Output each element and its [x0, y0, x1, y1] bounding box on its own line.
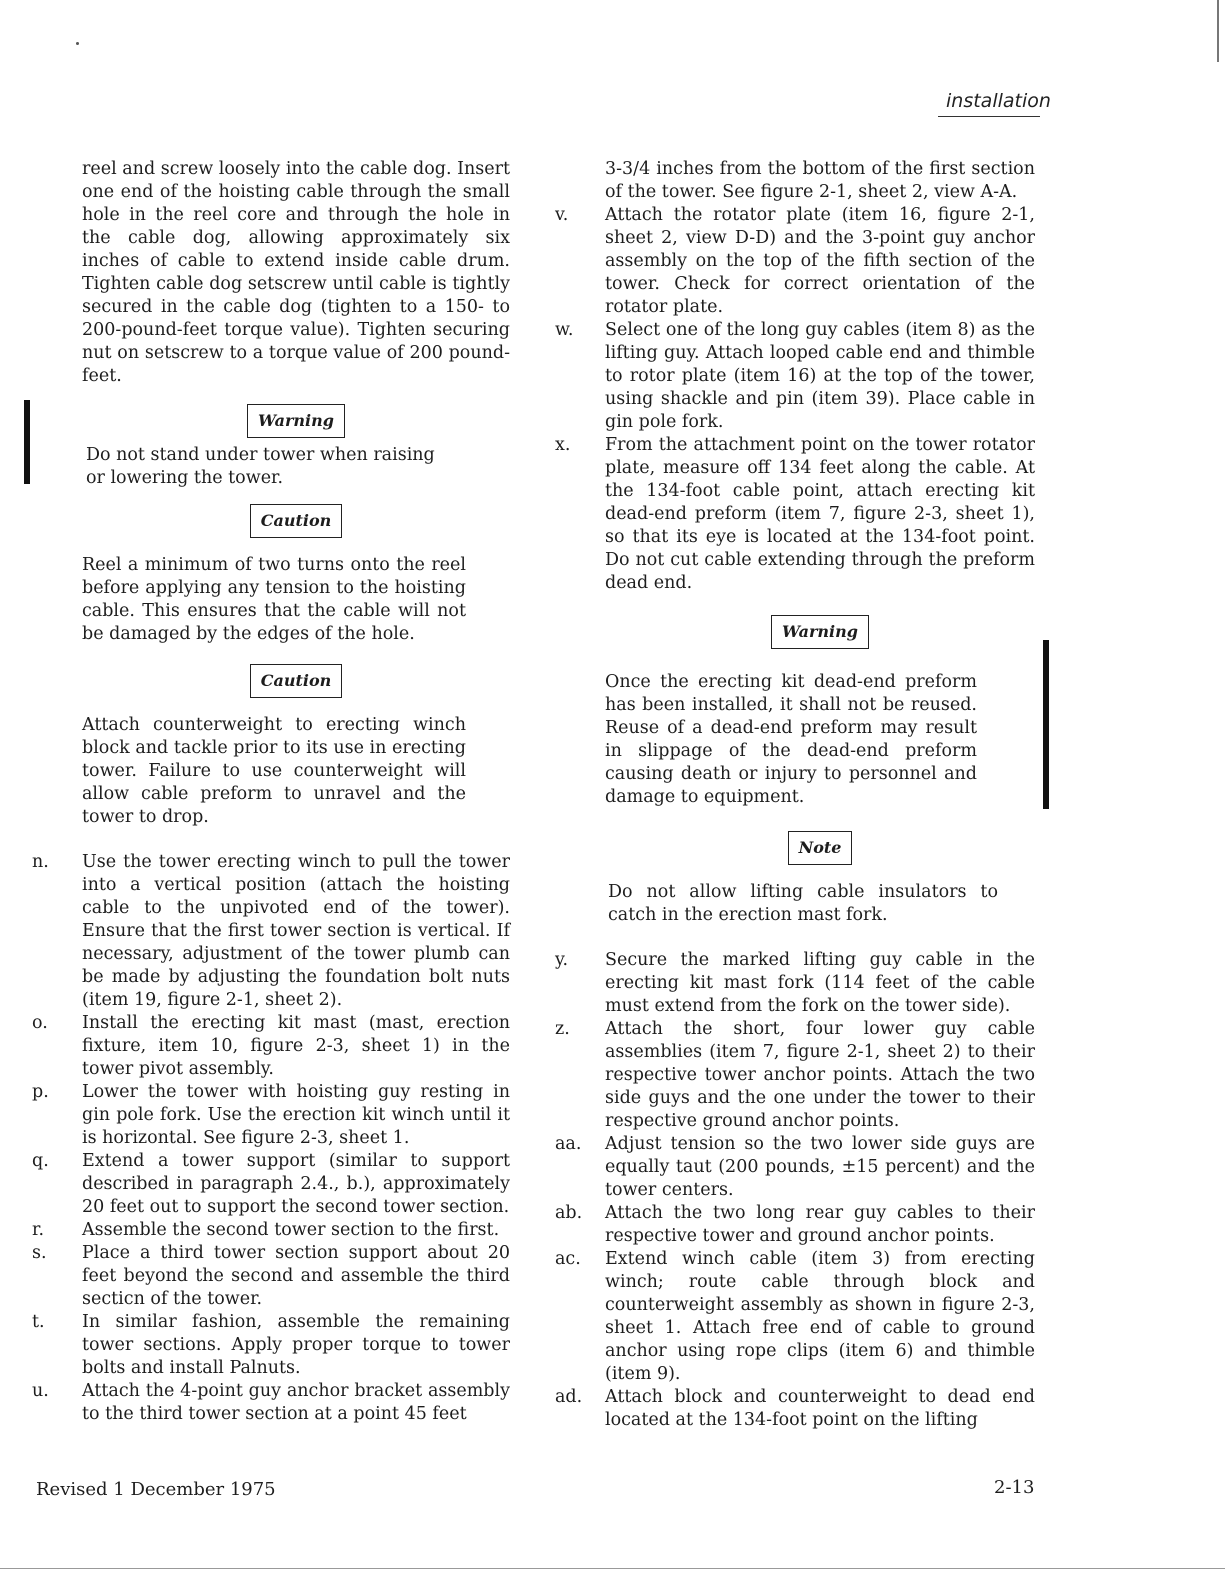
- step-label: w.: [555, 320, 574, 340]
- warning-text: Do not stand under tower when raising or lowering the tower.: [86, 445, 435, 488]
- warning-notice: [82, 404, 510, 438]
- revision-date: Revised 1 December 1975: [36, 1479, 276, 1500]
- step-label: p.: [32, 1082, 49, 1102]
- step-label: ad.: [555, 1387, 583, 1407]
- step-text: In similar fashion, assemble the remaining tower sections. Apply proper torque to tower bolts and install Palnuts.: [82, 1312, 510, 1378]
- continuation-paragraph: 3-3/4 inches from the bottom of the first section of the tower. See figure 2-1, sheet 2, view A-A.: [605, 159, 1035, 202]
- revision-bar-right: [1043, 640, 1049, 809]
- step-label: aa.: [555, 1134, 582, 1154]
- right-column: [555, 158, 1035, 1432]
- step-text: Attach the two long rear guy cables to their respective tower and ground anchor points.: [605, 1203, 1035, 1246]
- step-text: Attach the rotator plate (item 16, figure 2-1, sheet 2, view D-D) and the 3-point guy anchor assembly on the top of the fifth section of the tower. Check for correct orientation of the rotator plate.: [605, 205, 1035, 317]
- step-label: r.: [32, 1220, 45, 1240]
- step-x: [555, 434, 1035, 595]
- step-r: [32, 1219, 510, 1242]
- step-label: x.: [555, 435, 571, 455]
- step-text: Assemble the second tower section to the first.: [82, 1220, 500, 1240]
- step-u: [32, 1380, 510, 1426]
- step-label: s.: [32, 1243, 47, 1263]
- step-text: Attach the short, four lower guy cable assemblies (item 7, figure 2-1, sheet 2) to their respective tower anchor points. Attach the two side guys and the one under the tower to their respective ground anchor points.: [605, 1019, 1035, 1131]
- step-text: Use the tower erecting winch to pull the tower into a vertical position (attach the hoisting cable to the unpivoted end of the tower). Ensure that the first tower section is vertical. If necessary, adjustment of the tower plumb can be made by adjusting the foundation bolt nuts (item 19, figure 2-1, sheet 2).: [82, 852, 510, 1010]
- left-column: [32, 158, 510, 1426]
- steps-list-right-b: [555, 949, 1035, 1432]
- step-text: Extend a tower support (similar to support described in paragraph 2.4., b.), approximately 20 feet out to support the second tower section.: [82, 1151, 510, 1217]
- step-label: y.: [555, 950, 569, 970]
- warning-notice-right: [605, 615, 1035, 649]
- warning-label-right: Warning: [771, 615, 869, 649]
- page-bottom-edge: [0, 1568, 1225, 1569]
- step-text: Place a third tower section support about 20 feet beyond the second and assemble the third secticn of the tower.: [82, 1243, 510, 1309]
- step-text: Select one of the long guy cables (item 8) as the lifting guy. Attach looped cable end and thimble to rotor plate (item 16) at the top of the tower, using shackle and pin (item 39). Place cable in gin pole fork.: [605, 320, 1035, 432]
- step-aa: [555, 1133, 1035, 1202]
- step-z: [555, 1018, 1035, 1133]
- step-label: v.: [555, 205, 569, 225]
- note-label: Note: [788, 831, 853, 865]
- page-number: 2-13: [994, 1477, 1035, 1498]
- steps-list-left: [32, 851, 510, 1426]
- step-text: From the attachment point on the tower rotator plate, measure off 134 feet along the cable. At the 134-foot cable point, attach erecting kit dead-end preform (item 7, figure 2-3, sheet 1), so that its eye is located at the 134-foot point. Do not cut cable extending through the preform dead end.: [605, 435, 1035, 593]
- step-label: u.: [32, 1381, 49, 1401]
- step-text: Secure the marked lifting guy cable in the erecting kit mast fork (114 feet of the cable must extend from the fork on the tower side).: [605, 950, 1035, 1016]
- step-label: o.: [32, 1013, 48, 1033]
- section-header: installation: [946, 90, 1051, 112]
- note-text: Do not allow lifting cable insulators to catch in the erection mast fork.: [608, 882, 998, 925]
- note-notice: [605, 831, 1035, 865]
- step-text: Extend winch cable (item 3) from erecting winch; route cable through block and counterweight assembly as shown in figure 2-3, sheet 1. Attach free end of cable to ground anchor using rope clips (item 6) and thimble (item 9).: [605, 1249, 1035, 1384]
- step-label: z.: [555, 1019, 570, 1039]
- caution-text-2: Attach counterweight to erecting winch block and tackle prior to its use in erecting tower. Failure to use counterweight will allow cable preform to unravel and the tower to drop.: [82, 715, 466, 827]
- caution-label-2: Caution: [250, 664, 343, 698]
- step-ac: [555, 1248, 1035, 1386]
- header-underline: [938, 116, 1040, 117]
- step-text: Adjust tension so the two lower side guys are equally taut (200 pounds, ±15 percent) and the tower centers.: [605, 1134, 1035, 1200]
- step-ab: [555, 1202, 1035, 1248]
- step-text: Install the erecting kit mast (mast, erection fixture, item 10, figure 2-3, sheet 1) in the tower pivot assembly.: [82, 1013, 510, 1079]
- scan-speck: [76, 42, 79, 45]
- step-text: Attach block and counterweight to dead end located at the 134-foot point on the lifting: [605, 1387, 1035, 1430]
- steps-list-right-a: [555, 204, 1035, 595]
- step-label: n.: [32, 852, 49, 872]
- step-s: [32, 1242, 510, 1311]
- step-p: [32, 1081, 510, 1150]
- step-label: q.: [32, 1151, 49, 1171]
- step-q: [32, 1150, 510, 1219]
- step-o: [32, 1012, 510, 1081]
- step-t: [32, 1311, 510, 1380]
- step-text: Attach the 4-point guy anchor bracket assembly to the third tower section at a point 45 feet: [82, 1381, 510, 1424]
- page-edge-line: [1217, 0, 1219, 62]
- step-label: ab.: [555, 1203, 583, 1223]
- caution-notice-1: [82, 504, 510, 538]
- step-label: ac.: [555, 1249, 581, 1269]
- step-v: [555, 204, 1035, 319]
- caution-text-1: Reel a minimum of two turns onto the reel before applying any tension to the hoisting cable. This ensures that the cable will not be damaged by the edges of the hole.: [82, 555, 466, 644]
- intro-paragraph: reel and screw loosely into the cable dog. Insert one end of the hoisting cable through the small hole in the reel core and through the hole in the cable dog, allowing approximately six inches of cable to extend inside cable drum. Tighten cable dog setscrew until cable is tightly secured in the cable dog (tighten to a 150- to 200-pound-feet torque value). Tighten securing nut on setscrew to a torque value of 200 pound-feet.: [82, 159, 510, 386]
- step-label: t.: [32, 1312, 45, 1332]
- caution-label-1: Caution: [250, 504, 343, 538]
- step-y: [555, 949, 1035, 1018]
- step-n: [32, 851, 510, 1012]
- warning-label: Warning: [247, 404, 345, 438]
- revision-bar-left: [24, 400, 30, 484]
- step-ad: [555, 1386, 1035, 1432]
- step-w: [555, 319, 1035, 434]
- caution-notice-2: [82, 664, 510, 698]
- step-text: Lower the tower with hoisting guy resting in gin pole fork. Use the erection kit winch until it is horizontal. See figure 2-3, sheet 1.: [82, 1082, 510, 1148]
- warning-text-right: Once the erecting kit dead-end preform has been installed, it shall not be reused. Reuse of a dead-end preform may result in slippage of the dead-end preform causing death or injury to personnel and damage to equipment.: [605, 672, 977, 807]
